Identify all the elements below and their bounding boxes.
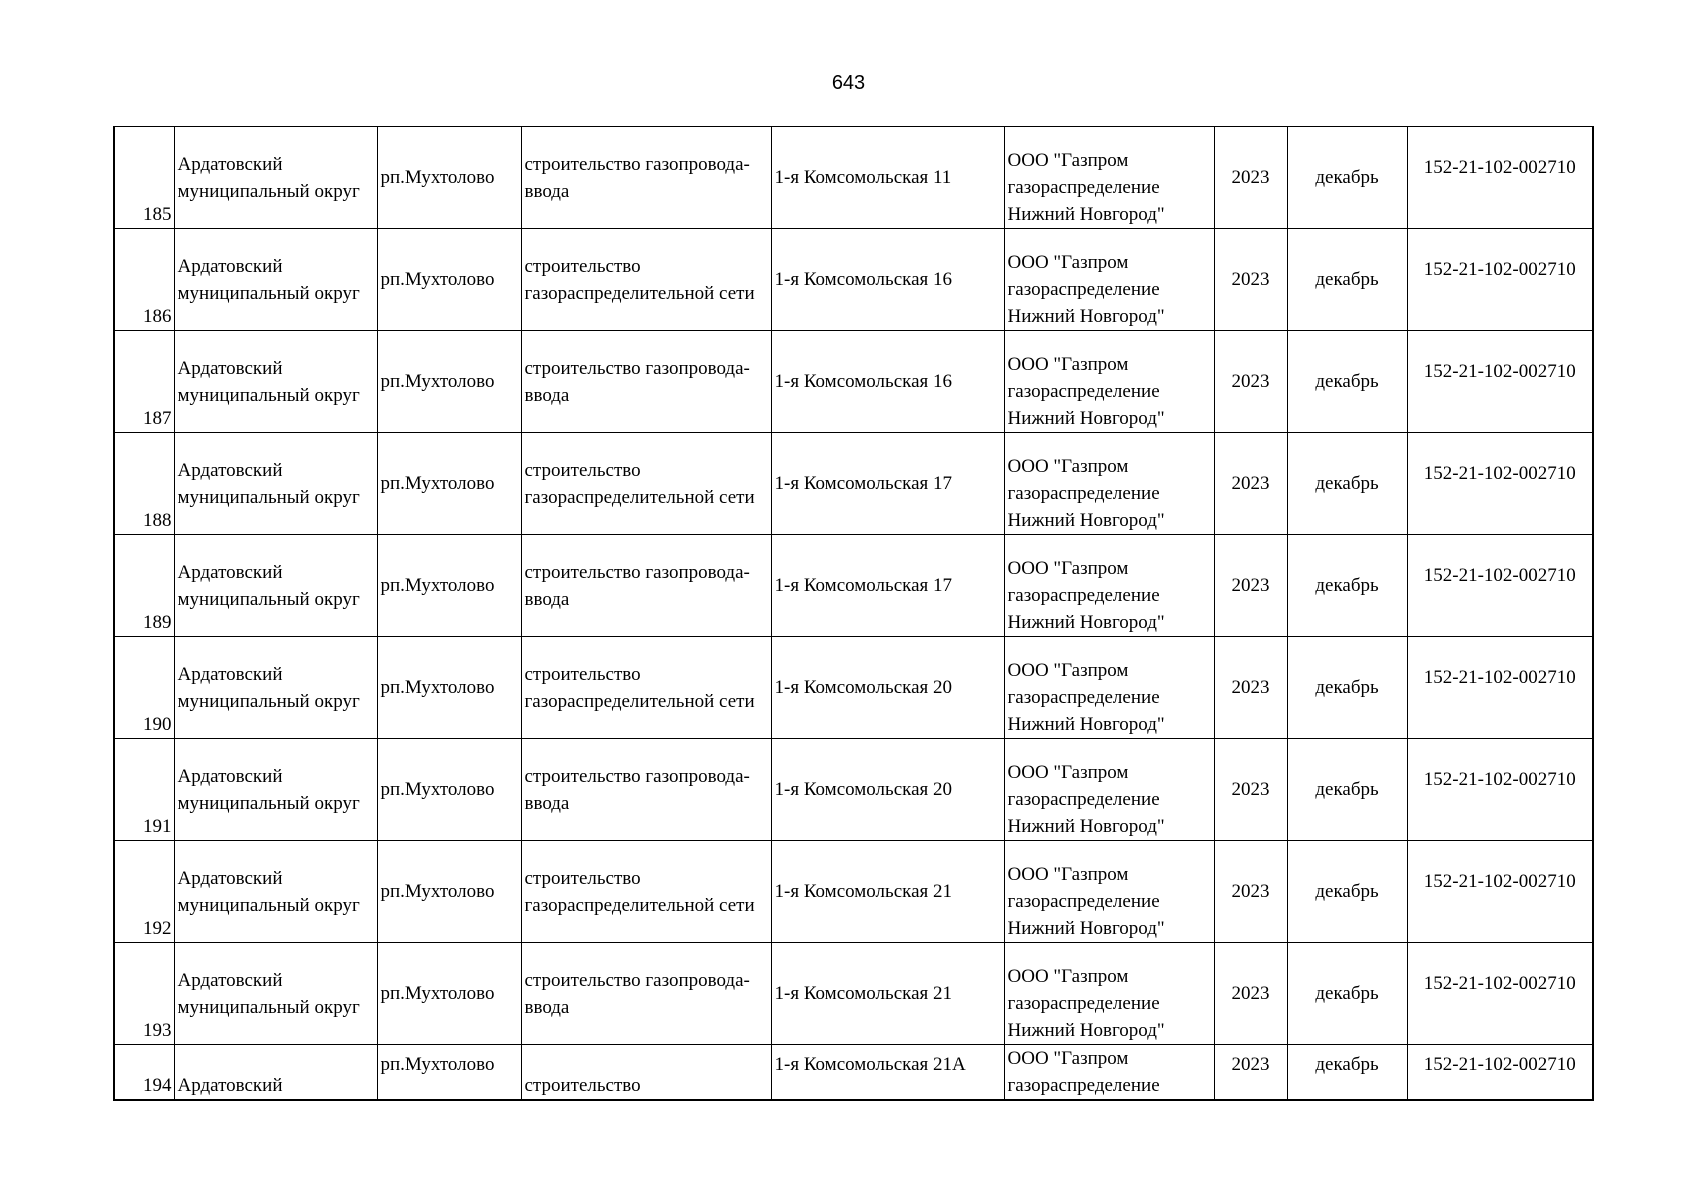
work-type-cell xyxy=(521,433,771,535)
settlement-cell-text: рп.Мухтолово xyxy=(380,167,495,188)
registry-code-cell xyxy=(1407,127,1593,229)
table-row xyxy=(114,1045,1593,1101)
row-number-text: 193 xyxy=(143,1020,172,1041)
registry-code-cell-text: 152-21-102-002710 xyxy=(1423,667,1576,688)
district-cell xyxy=(174,127,377,229)
work-type-cell-text: строительство xyxy=(524,1075,641,1096)
work-type-cell-text: строительство газораспределительной сети xyxy=(524,255,755,304)
address-cell-text: 1-я Комсомольская 16 xyxy=(774,269,952,290)
work-type-cell xyxy=(521,1045,771,1101)
settlement-cell-text: рп.Мухтолово xyxy=(380,269,495,290)
district-cell-text: Ардатовский xyxy=(177,1075,283,1096)
address-cell-text: 1-я Комсомольская 16 xyxy=(774,371,952,392)
organization-cell-text: ООО "Газпром газораспределение Нижний Новгород" xyxy=(1007,150,1165,225)
district-cell-text: Ардатовский муниципальный округ xyxy=(177,765,360,814)
settlement-cell xyxy=(377,841,521,943)
organization-cell xyxy=(1004,1045,1214,1101)
district-cell xyxy=(174,739,377,841)
row-number-text: 192 xyxy=(143,918,172,939)
table-row xyxy=(114,433,1593,535)
settlement-cell xyxy=(377,229,521,331)
work-type-cell xyxy=(521,739,771,841)
row-number-text: 187 xyxy=(143,408,172,429)
organization-cell-text: ООО "Газпром газораспределение Нижний Новгород" xyxy=(1007,354,1165,429)
settlement-cell-text: рп.Мухтолово xyxy=(380,1054,495,1075)
registry-code-cell xyxy=(1407,637,1593,739)
settlement-cell-text: рп.Мухтолово xyxy=(380,473,495,494)
month-cell-text: декабрь xyxy=(1315,677,1379,698)
row-number xyxy=(114,433,174,535)
table-row xyxy=(114,943,1593,1045)
work-type-cell xyxy=(521,331,771,433)
district-cell xyxy=(174,535,377,637)
district-cell-text: Ардатовский муниципальный округ xyxy=(177,969,360,1018)
registry-code-cell xyxy=(1407,841,1593,943)
table-row xyxy=(114,535,1593,637)
month-cell xyxy=(1287,943,1407,1045)
year-cell-text: 2023 xyxy=(1231,473,1270,494)
row-number xyxy=(114,739,174,841)
table-row xyxy=(114,739,1593,841)
registry-code-cell-text: 152-21-102-002710 xyxy=(1423,871,1576,892)
registry-table xyxy=(113,126,1594,1101)
row-number-text: 190 xyxy=(143,714,172,735)
month-cell xyxy=(1287,433,1407,535)
year-cell xyxy=(1214,637,1287,739)
row-number-text: 194 xyxy=(143,1075,172,1096)
organization-cell xyxy=(1004,841,1214,943)
district-cell-text: Ардатовский муниципальный округ xyxy=(177,663,360,712)
district-cell xyxy=(174,943,377,1045)
address-cell xyxy=(771,943,1004,1045)
row-number xyxy=(114,229,174,331)
district-cell xyxy=(174,841,377,943)
table-row xyxy=(114,229,1593,331)
month-cell-text: декабрь xyxy=(1315,575,1379,596)
year-cell-text: 2023 xyxy=(1231,269,1270,290)
settlement-cell xyxy=(377,739,521,841)
district-cell-text: Ардатовский муниципальный округ xyxy=(177,459,360,508)
settlement-cell xyxy=(377,127,521,229)
year-cell-text: 2023 xyxy=(1231,677,1270,698)
registry-code-cell xyxy=(1407,229,1593,331)
registry-code-cell xyxy=(1407,331,1593,433)
year-cell-text: 2023 xyxy=(1231,1054,1270,1075)
month-cell xyxy=(1287,331,1407,433)
year-cell xyxy=(1214,433,1287,535)
registry-code-cell-text: 152-21-102-002710 xyxy=(1423,361,1576,382)
address-cell xyxy=(771,127,1004,229)
page-number: 643 xyxy=(831,72,866,94)
organization-cell xyxy=(1004,637,1214,739)
organization-cell xyxy=(1004,229,1214,331)
organization-cell xyxy=(1004,943,1214,1045)
row-number-text: 191 xyxy=(143,816,172,837)
work-type-cell xyxy=(521,637,771,739)
month-cell xyxy=(1287,739,1407,841)
year-cell-text: 2023 xyxy=(1231,575,1270,596)
month-cell xyxy=(1287,1045,1407,1101)
district-cell-text: Ардатовский муниципальный округ xyxy=(177,561,360,610)
registry-code-cell-text: 152-21-102-002710 xyxy=(1423,565,1576,586)
organization-cell-text: ООО "Газпром газораспределение Нижний Новгород" xyxy=(1007,864,1165,939)
registry-code-cell xyxy=(1407,535,1593,637)
row-number xyxy=(114,1045,174,1101)
settlement-cell-text: рп.Мухтолово xyxy=(380,881,495,902)
registry-code-cell-text: 152-21-102-002710 xyxy=(1423,1054,1576,1075)
year-cell-text: 2023 xyxy=(1231,371,1270,392)
table-row xyxy=(114,127,1593,229)
year-cell-text: 2023 xyxy=(1231,983,1270,1004)
work-type-cell-text: строительство газопровода- ввода xyxy=(524,561,750,610)
year-cell xyxy=(1214,841,1287,943)
year-cell xyxy=(1214,535,1287,637)
row-number xyxy=(114,637,174,739)
year-cell xyxy=(1214,331,1287,433)
table-row xyxy=(114,841,1593,943)
district-cell-text: Ардатовский муниципальный округ xyxy=(177,357,360,406)
address-cell-text: 1-я Комсомольская 17 xyxy=(774,575,952,596)
district-cell xyxy=(174,229,377,331)
settlement-cell xyxy=(377,535,521,637)
organization-cell-text: ООО "Газпром газораспределение Нижний Новгород" xyxy=(1007,558,1165,633)
organization-cell xyxy=(1004,433,1214,535)
row-number-text: 185 xyxy=(143,204,172,225)
table-body xyxy=(114,127,1593,1101)
organization-cell-text: ООО "Газпром газораспределение Нижний Новгород" xyxy=(1007,966,1165,1041)
month-cell xyxy=(1287,535,1407,637)
organization-cell xyxy=(1004,331,1214,433)
registry-code-cell-text: 152-21-102-002710 xyxy=(1423,157,1576,178)
settlement-cell-text: рп.Мухтолово xyxy=(380,779,495,800)
registry-code-cell xyxy=(1407,433,1593,535)
row-number-text: 188 xyxy=(143,510,172,531)
month-cell xyxy=(1287,127,1407,229)
settlement-cell xyxy=(377,637,521,739)
registry-code-cell-text: 152-21-102-002710 xyxy=(1423,259,1576,280)
year-cell xyxy=(1214,943,1287,1045)
district-cell xyxy=(174,637,377,739)
address-cell-text: 1-я Комсомольская 21 xyxy=(774,881,952,902)
row-number xyxy=(114,841,174,943)
month-cell-text: декабрь xyxy=(1315,1054,1379,1075)
work-type-cell xyxy=(521,841,771,943)
month-cell xyxy=(1287,841,1407,943)
row-number xyxy=(114,943,174,1045)
registry-code-cell xyxy=(1407,739,1593,841)
row-number-text: 189 xyxy=(143,612,172,633)
row-number xyxy=(114,331,174,433)
work-type-cell-text: строительство газораспределительной сети xyxy=(524,459,755,508)
work-type-cell-text: строительство газопровода- ввода xyxy=(524,969,750,1018)
year-cell xyxy=(1214,127,1287,229)
year-cell-text: 2023 xyxy=(1231,779,1270,800)
address-cell xyxy=(771,1045,1004,1101)
registry-code-cell xyxy=(1407,1045,1593,1101)
work-type-cell-text: строительство газопровода- ввода xyxy=(524,153,750,202)
month-cell-text: декабрь xyxy=(1315,881,1379,902)
work-type-cell xyxy=(521,535,771,637)
month-cell xyxy=(1287,637,1407,739)
work-type-cell xyxy=(521,943,771,1045)
month-cell-text: декабрь xyxy=(1315,167,1379,188)
row-number xyxy=(114,535,174,637)
month-cell-text: декабрь xyxy=(1315,371,1379,392)
work-type-cell xyxy=(521,229,771,331)
settlement-cell xyxy=(377,433,521,535)
organization-cell-text: ООО "Газпром газораспределение Нижний Новгород" xyxy=(1007,762,1165,837)
settlement-cell-text: рп.Мухтолово xyxy=(380,575,495,596)
address-cell-text: 1-я Комсомольская 17 xyxy=(774,473,952,494)
settlement-cell xyxy=(377,943,521,1045)
settlement-cell xyxy=(377,331,521,433)
district-cell xyxy=(174,1045,377,1101)
year-cell-text: 2023 xyxy=(1231,167,1270,188)
year-cell xyxy=(1214,229,1287,331)
address-cell xyxy=(771,229,1004,331)
organization-cell-text: ООО "Газпром газораспределение Нижний Новгород" xyxy=(1007,456,1165,531)
table-row xyxy=(114,637,1593,739)
address-cell-text: 1-я Комсомольская 21 xyxy=(774,983,952,1004)
work-type-cell xyxy=(521,127,771,229)
month-cell-text: декабрь xyxy=(1315,983,1379,1004)
settlement-cell-text: рп.Мухтолово xyxy=(380,371,495,392)
month-cell xyxy=(1287,229,1407,331)
month-cell-text: декабрь xyxy=(1315,779,1379,800)
address-cell xyxy=(771,433,1004,535)
district-cell-text: Ардатовский муниципальный округ xyxy=(177,153,360,202)
work-type-cell-text: строительство газопровода- ввода xyxy=(524,765,750,814)
address-cell-text: 1-я Комсомольская 21А xyxy=(774,1054,966,1075)
organization-cell-text: ООО "Газпром газораспределение xyxy=(1007,1048,1160,1096)
work-type-cell-text: строительство газораспределительной сети xyxy=(524,867,755,916)
registry-code-cell-text: 152-21-102-002710 xyxy=(1423,769,1576,790)
address-cell xyxy=(771,841,1004,943)
district-cell xyxy=(174,433,377,535)
address-cell-text: 1-я Комсомольская 11 xyxy=(774,167,952,188)
district-cell xyxy=(174,331,377,433)
address-cell xyxy=(771,331,1004,433)
year-cell-text: 2023 xyxy=(1231,881,1270,902)
month-cell-text: декабрь xyxy=(1315,473,1379,494)
registry-code-cell-text: 152-21-102-002710 xyxy=(1423,463,1576,484)
year-cell xyxy=(1214,739,1287,841)
district-cell-text: Ардатовский муниципальный округ xyxy=(177,255,360,304)
month-cell-text: декабрь xyxy=(1315,269,1379,290)
registry-code-cell-text: 152-21-102-002710 xyxy=(1423,973,1576,994)
settlement-cell xyxy=(377,1045,521,1101)
address-cell xyxy=(771,739,1004,841)
organization-cell xyxy=(1004,535,1214,637)
registry-code-cell xyxy=(1407,943,1593,1045)
organization-cell xyxy=(1004,739,1214,841)
work-type-cell-text: строительство газопровода- ввода xyxy=(524,357,750,406)
organization-cell-text: ООО "Газпром газораспределение Нижний Новгород" xyxy=(1007,660,1165,735)
district-cell-text: Ардатовский муниципальный округ xyxy=(177,867,360,916)
address-cell xyxy=(771,535,1004,637)
settlement-cell-text: рп.Мухтолово xyxy=(380,983,495,1004)
work-type-cell-text: строительство газораспределительной сети xyxy=(524,663,755,712)
table-row xyxy=(114,331,1593,433)
row-number-text: 186 xyxy=(143,306,172,327)
organization-cell-text: ООО "Газпром газораспределение Нижний Новгород" xyxy=(1007,252,1165,327)
address-cell-text: 1-я Комсомольская 20 xyxy=(774,779,952,800)
row-number xyxy=(114,127,174,229)
settlement-cell-text: рп.Мухтолово xyxy=(380,677,495,698)
year-cell xyxy=(1214,1045,1287,1101)
organization-cell xyxy=(1004,127,1214,229)
address-cell-text: 1-я Комсомольская 20 xyxy=(774,677,952,698)
address-cell xyxy=(771,637,1004,739)
